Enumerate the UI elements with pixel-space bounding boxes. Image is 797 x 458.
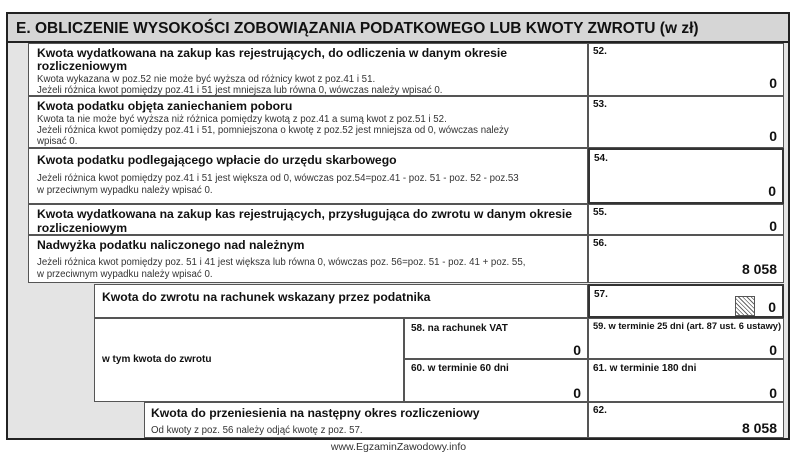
field-62-value: 8 058 [741,420,777,436]
refund-label: w tym kwota do zwrotu [102,354,212,365]
field-52-number: 52. [593,46,607,57]
field-61[interactable] [588,359,784,402]
field-54[interactable] [588,148,784,204]
row-55-label-line1: Kwota wydatkowana na zakup kas rejestrujących, przysługująca do zwrotu w danym okresie [37,207,573,221]
field-59[interactable] [588,318,784,359]
field-54-value: 0 [768,183,776,199]
row-56-label-line1: Nadwyżka podatku naliczonego nad należnym [37,238,305,252]
row-54-label-line1: Kwota podatku podlegającego wpłacie do urzędu skarbowego [37,153,397,167]
field-55-number: 55. [593,207,607,218]
barcode-icon [735,296,755,316]
row-54-note-line2: w przeciwnym wypadku należy wpisać 0. [37,185,213,196]
row-54-label-cell [28,148,588,204]
field-57-number: 57. [594,289,608,300]
row-56-note-line1: Jeżeli różnica kwot pomiędzy poz. 51 i 41 jest większa lub równa 0, wówczas poz. 56=poz. 51 - poz. 41 + poz. 55, [37,257,526,268]
row-57-label-cell [94,284,588,318]
row-52-note-line1: Kwota wykazana w poz.52 nie może być wyższa od różnicy kwot z poz.41 i 51. [37,74,376,85]
row-53-note-line3: wpisać 0. [37,136,78,147]
field-60[interactable] [404,359,588,402]
field-58-value: 0 [573,342,581,358]
refund-label-cell [94,318,404,402]
field-57[interactable] [588,284,784,318]
field-53-number: 53. [593,99,607,110]
row-52-note-line2: Jeżeli różnica kwot pomiędzy poz.41 i 51 jest mniejsza lub równa 0, wówczas należy wpisać 0. [37,85,443,96]
field-61-value: 0 [769,385,777,401]
field-59-value: 0 [769,342,777,358]
field-52[interactable] [588,43,784,96]
row-55-label-cell [28,204,588,235]
field-60-label: 60. w terminie 60 dni [411,363,509,374]
field-60-value: 0 [573,385,581,401]
field-55[interactable] [588,204,784,235]
row-62-note: Od kwoty z poz. 56 należy odjąć kwotę z poz. 57. [151,425,363,436]
row-52-label-line2: rozliczeniowym [37,59,128,73]
field-56-number: 56. [593,238,607,249]
section-title: E. OBLICZENIE WYSOKOŚCI ZOBOWIĄZANIA PODATKOWEGO LUB KWOTY ZWROTU (w zł) [8,14,788,43]
row-56-label-cell [28,235,588,283]
field-61-label: 61. w terminie 180 dni [593,363,697,374]
row-62-label: Kwota do przeniesienia na następny okres rozliczeniowy [151,406,480,420]
row-55-label-line2: rozliczeniowym [37,221,128,235]
tax-form-section-e [6,12,790,440]
field-56[interactable] [588,235,784,283]
row-53-label-line1: Kwota podatku objęta zaniechaniem poboru [37,99,293,113]
watermark-footer: www.EgzaminZawodowy.info [330,441,467,453]
field-53[interactable] [588,96,784,148]
field-58-label: 58. na rachunek VAT [411,323,508,334]
field-59-label: 59. w terminie 25 dni (art. 87 ust. 6 ustawy) [593,321,782,331]
field-58[interactable] [404,318,588,359]
row-57-label-line1: Kwota do zwrotu na rachunek wskazany przez podatnika [102,290,431,304]
field-52-value: 0 [769,75,777,91]
field-62[interactable] [588,402,784,438]
field-57-value: 0 [768,299,776,315]
row-53-note-line1: Kwota ta nie może być wyższa niż różnica pomiędzy kwotą z poz.41 a sumą kwot z poz.51 i 52. [37,114,447,125]
row-52-label-cell [28,43,588,96]
field-56-value: 8 058 [741,261,777,277]
row-56-note-line2: w przeciwnym wypadku należy wpisać 0. [37,269,213,280]
row-52-label-line1: Kwota wydatkowana na zakup kas rejestrujących, do odliczenia w danym okresie [37,46,508,60]
field-54-number: 54. [594,153,608,164]
row-53-label-cell [28,96,588,148]
row-53-note-line2: Jeżeli różnica kwot pomiędzy poz.41 i 51, pomniejszona o kwotę z poz.52 jest mniejsza od 0, wówczas należy [37,125,509,136]
field-55-value: 0 [769,218,777,234]
field-53-value: 0 [769,128,777,144]
row-62-label-cell [144,402,588,438]
field-62-number: 62. [593,405,607,416]
row-54-note-line1: Jeżeli różnica kwot pomiędzy poz.41 i 51 jest większa od 0, wówczas poz.54=poz.41 - poz. 51 - poz. 52 - poz.53 [37,173,519,184]
